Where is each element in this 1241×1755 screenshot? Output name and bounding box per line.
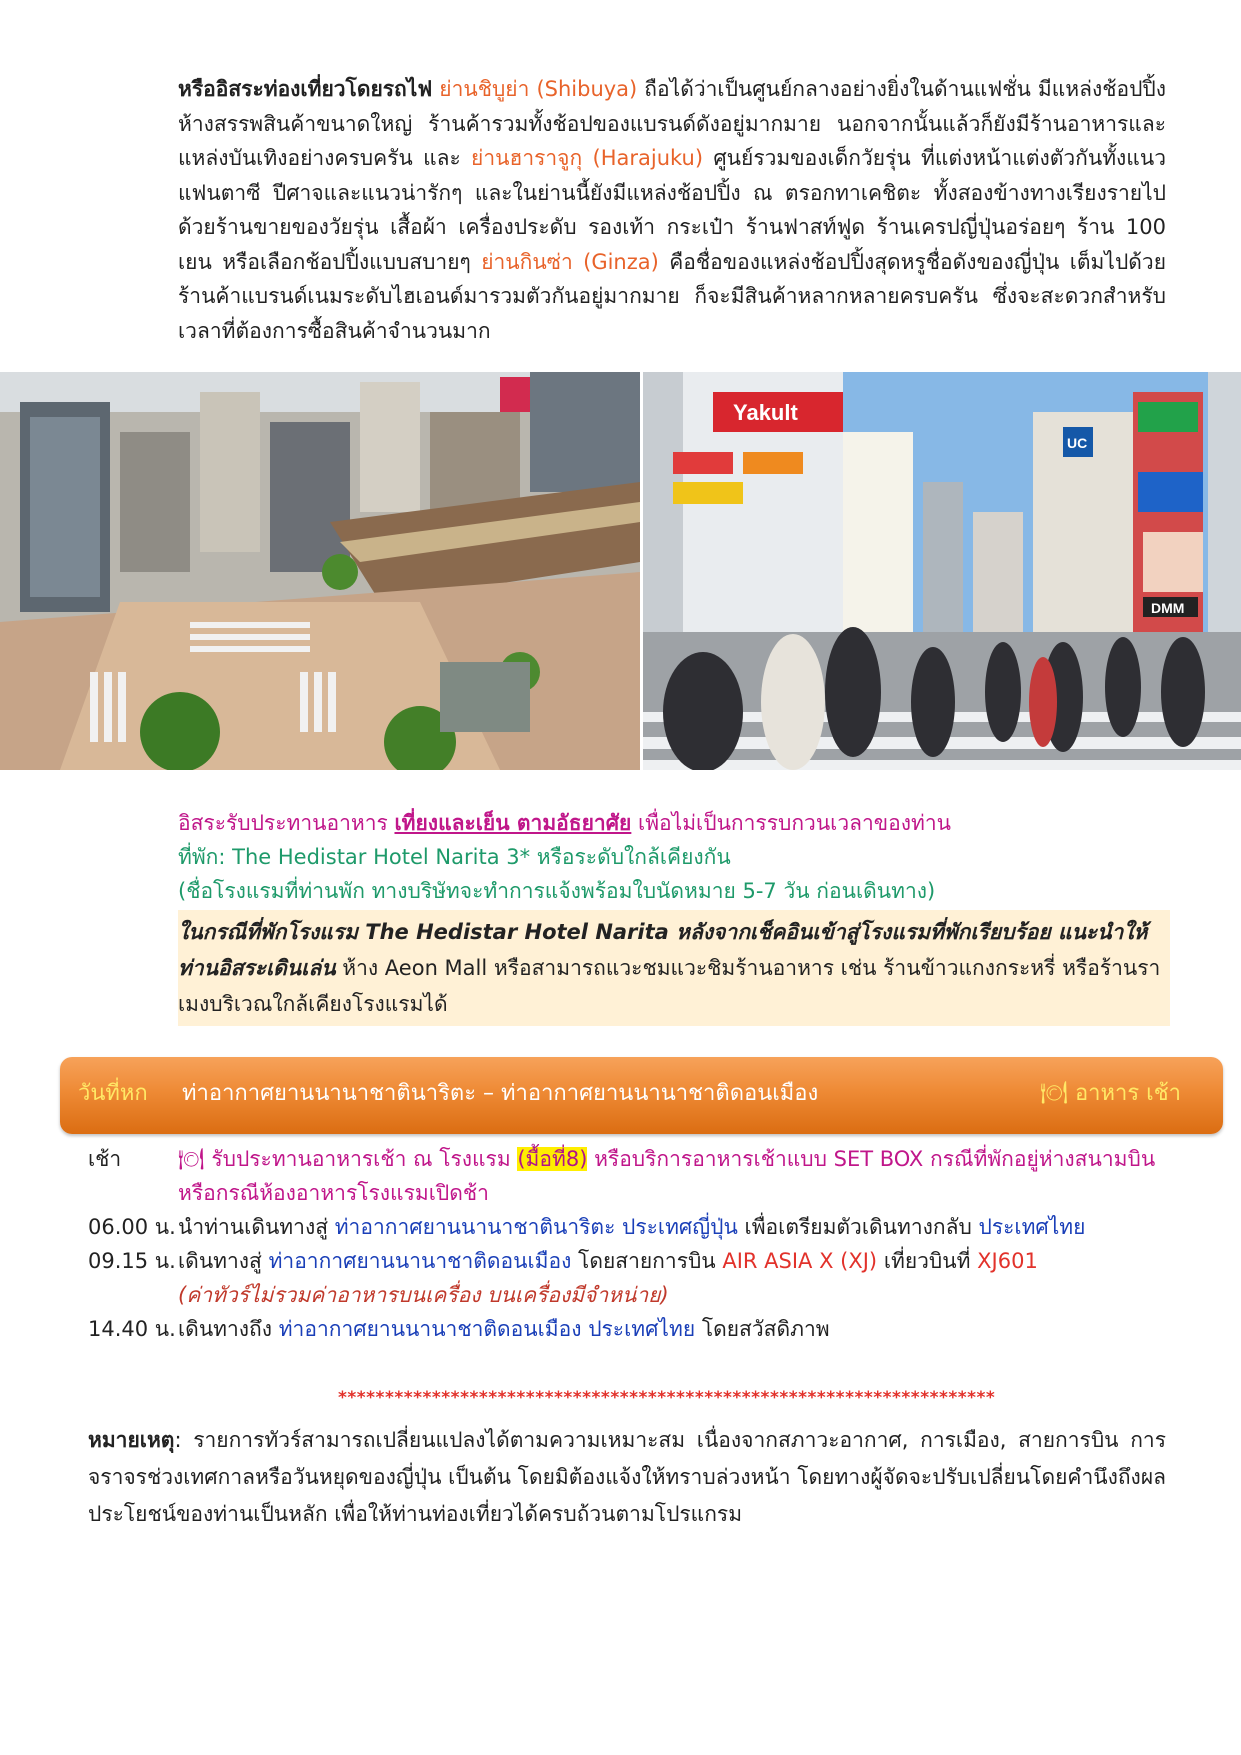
meal-prefix: อิสระรับประทานอาหาร [178,811,395,835]
t3-c: โดยสวัสดิภาพ [695,1317,830,1341]
day-label: วันที่หก [78,1081,148,1106]
morning-text-b: หรือบริการอาหารเช้าแบบ SET BOX กรณีที่พักอยู่ห่างสนามบินหรือกรณีห้องอาหารโรงแรมเปิดช้า [178,1147,1156,1205]
remark-text: : รายการทัวร์สามารถเปลี่ยนแปลงได้ตามความเหมาะสม เนื่องจากสภาวะอากาศ, การเมือง, สายการบิน การจราจรช่วงเทศกาลหรือวันหยุดของญี่ปุ่น เป็นต้น โดยมิต้องแจ้งให้ทราบล่วงหน้า โดยทางผู้จัดจะปรับเปลี่ยนโดยคำนึงถึงผลประโยชน์ของท่านเป็นหลัก เพื่อให้ท่านท่องเที่ยวได้ครบถ้วนตามโปรแกรม [88,1428,1166,1526]
hotel-recommendation [178,910,1170,1026]
meal-bold: เที่ยงและเย็น ตามอัธยาศัย [394,811,632,835]
hotel-stay: ที่พัก: The Hedistar Hotel Narita 3* หรือระดับใกล้เคียงกัน [178,845,731,869]
airline: AIR ASIA X (XJ) [722,1249,878,1273]
t2-e: เที่ยวบินที่ [877,1249,978,1273]
t1-a: นำท่านเดินทางสู่ [178,1215,335,1239]
schedule-row-0915 [88,1244,1178,1312]
meal-note: (ค่าทัวร์ไม่รวมค่าอาหารบนเครื่อง บนเครื่องมีจำหน่าย) [178,1283,669,1307]
harajuku-text: ย่านฮาราจูกุ (Harajuku) [471,146,704,170]
remark-label: หมายเหตุ [88,1428,175,1452]
t1-d: ประเทศไทย [978,1215,1086,1239]
desc-1440 [178,1312,1178,1346]
photo-strip [0,372,1241,770]
morning-text-a: 🍽 รับประทานอาหารเช้า ณ โรงแรม [178,1147,518,1171]
time-morning: เช้า [88,1147,122,1171]
t3-a: เดินทางถึง [178,1317,279,1341]
intro-paragraph [178,72,1166,348]
desc-0915 [178,1244,1178,1312]
flight-number: XJ601 [977,1249,1038,1273]
shibuya-link-text: ย่านชิบูย่า (Shibuya) [439,77,638,101]
time-0915: 09.15 น. [88,1249,176,1273]
t2-c: โดยสายการบิน [571,1249,723,1273]
intro-text-1: ถือได้ว่าเป็นศูนย์กลางอย่างยิ่งในด้านแฟชั่น มีแหล่งช้อปปิ้งห้างสรรพสินค้าขนาดใหญ่ ร้านค้ารวมทั้งช้อปของแบรนด์ดังอยู่มากมาย นอกจากนั้นแล้วก็ยังมีร้านอาหารและแหล่งบันเทิงอย่างครบครัน และ [178,77,1166,170]
hotel-section [178,806,1168,1026]
schedule-row-0600 [88,1210,1178,1244]
intro-lead: หรืออิสระท่องเที่ยวโดยรถไฟ [178,77,433,101]
hotel-recommendation-text: ห้าง Aeon Mall หรือสามารถแวะชมแวะชิมร้านอาหาร เช่น ร้านข้าวแกงกระหรี่ หรือร้านราเมงบริเวณใกล้เคียงโรงแรมได้ [178,956,1161,1016]
schedule [88,1142,1178,1346]
hotel-recommendation-bold: ในกรณีที่พักโรงแรม The Hedistar Hotel Narita หลังจากเช็คอินเข้าสู่โรงแรมที่พักเรียบร้อย แนะนำให้ท่านอิสระเดินเล่น [178,920,1148,980]
intro-text-3: คือชื่อของแหล่งช้อปปิ้งสุดหรูชื่อดังของญี่ปุ่น เต็มไปด้วยร้านค้าแบรนด์เนมระดับไฮเอนด์มารวมตัวกันอยู่มากมาย ก็จะมีสินค้าหลากหลายครบครัน ซึ่งจะสะดวกสำหรับเวลาที่ต้องการซื้อสินค้าจำนวนมาก [178,249,1167,343]
day-meals: 🍽 อาหาร เช้า [1040,1081,1181,1106]
schedule-row-1440 [88,1312,1178,1346]
star-divider: ********************************************************************** [338,1388,996,1408]
hotel-stay-note: (ชื่อโรงแรมที่ท่านพัก ทางบริษัทจะทำการแจ้งพร้อมใบนัดหมาย 5-7 วัน ก่อนเดินทาง) [178,879,936,903]
shibuya-crossing-photo [0,372,640,770]
time-0600: 06.00 น. [88,1215,176,1239]
meal-line [178,806,1168,840]
ginza-text: ย่านกินซ่า (Ginza) [481,249,659,274]
time-1440: 14.40 น. [88,1317,176,1341]
dmm-sign: DMM [1151,600,1185,616]
t2-a: เดินทางสู่ [178,1249,269,1273]
remark [88,1422,1166,1533]
t1-b: ท่าอากาศยานนานาชาตินาริตะ ประเทศญี่ปุ่น [334,1215,738,1239]
t1-c: เพื่อเตรียมตัวเดินทางกลับ [737,1215,979,1239]
meal-number-highlight: (มื้อที่8) [517,1147,588,1171]
day-route: ท่าอากาศยานนานาชาตินาริตะ – ท่าอากาศยานนานาชาติดอนเมือง [182,1081,819,1106]
day-six-header [60,1057,1223,1134]
t2-b: ท่าอากาศยานนานาชาติดอนเมือง [268,1249,572,1273]
yakult-sign: Yakult [733,400,798,425]
intro-text-2: ศูนย์รวมของเด็กวัยรุ่น ที่แต่งหน้าแต่งตัวกันทั้งแนวแฟนตาซี ปีศาจและแนวน่ารักๆ และในย่านนี้ยังมีแหล่งช้อปปิ้ง ณ ตรอกทาเคชิตะ ทั้งสองข้างทางเรียงรายไปด้วยร้านขายของวัยรุ่น เสื้อผ้า เครื่องประดับ รองเท้า กระเป๋า ร้านฟาสท์ฟูด ร้านเครปญี่ปุ่นอร่อยๆ ร้าน 100 เยน หรือเลือกช้อปปิ้งแบบสบายๆ [178,146,1166,274]
meal-suffix: เพื่อไม่เป็นการรบกวนเวลาของท่าน [631,811,952,835]
desc-0600 [178,1210,1178,1244]
desc-morning [178,1142,1178,1210]
t3-b: ท่าอากาศยานนานาชาติดอนเมือง ประเทศไทย [278,1317,696,1341]
shibuya-street-photo [643,372,1241,770]
uc-sign: UC [1067,435,1088,451]
schedule-row-morning [88,1142,1178,1210]
